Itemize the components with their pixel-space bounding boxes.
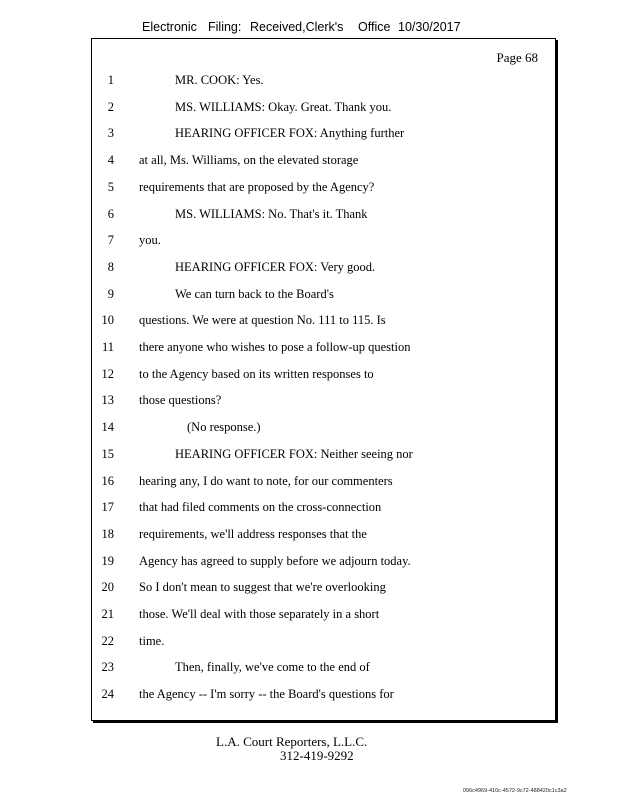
line-number: 21: [101, 607, 114, 621]
stamp-received: Received,Clerk's: [250, 20, 344, 34]
line-number: 2: [107, 99, 114, 114]
line-number: 8: [107, 259, 114, 274]
line-text: at all, Ms. Williams, on the elevated storage: [139, 153, 359, 168]
line-text: MR. COOK: Yes.: [175, 73, 264, 87]
line-text: Agency has agreed to supply before we adjourn today.: [139, 553, 411, 568]
line-text: Then, finally, we've come to the end of: [175, 660, 370, 675]
line-text: So I don't mean to suggest that we're overlooking: [139, 580, 386, 595]
line-number: 3: [107, 126, 114, 141]
line-number: 12: [101, 366, 114, 381]
stamp-electronic: Electronic: [142, 20, 197, 34]
line-number: 11: [101, 340, 114, 354]
line-number: 14: [101, 420, 114, 435]
stamp-office: Office: [358, 20, 391, 34]
line-number: 16: [101, 473, 114, 488]
line-text: HEARING OFFICER FOX: Anything further: [175, 126, 405, 141]
line-text: the Agency -- I'm sorry -- the Board's questions for: [139, 687, 394, 702]
line-number: 18: [101, 526, 114, 541]
line-number: 24: [101, 687, 114, 702]
line-number: 10: [101, 313, 114, 328]
line-number: 15: [101, 446, 114, 461]
line-text: MS. WILLIAMS: No. That's it. Thank: [175, 206, 368, 221]
line-text: requirements, we'll address responses that the: [139, 526, 367, 541]
stamp-filing: Filing:: [208, 20, 242, 34]
line-number: 1: [107, 73, 114, 87]
line-text: you.: [139, 233, 161, 248]
line-text: hearing any, I do want to note, for our commenters: [139, 473, 393, 488]
line-text: that had filed comments on the cross-connection: [139, 500, 382, 515]
reporter-company: L.A. Court Reporters, L.L.C.: [216, 734, 368, 749]
line-text: there anyone who wishes to pose a follow-up question: [139, 340, 411, 354]
line-number: 19: [101, 553, 114, 568]
line-number: 23: [101, 660, 114, 675]
line-number: 7: [107, 233, 114, 248]
document-id: 096c4969-410c-4572-9c72-488420c1c3a2: [463, 788, 567, 794]
line-number: 13: [101, 393, 114, 408]
line-number: 17: [101, 500, 114, 515]
line-text: requirements that are proposed by the Agency?: [139, 179, 375, 194]
line-text: questions. We were at question No. 111 to 115. Is: [139, 313, 386, 328]
line-text: HEARING OFFICER FOX: Very good.: [175, 259, 376, 274]
line-number: 5: [107, 179, 114, 194]
page-number: Page 68: [496, 50, 538, 65]
line-number: 20: [101, 580, 114, 595]
line-number: 4: [107, 153, 114, 168]
line-number: 9: [107, 286, 114, 301]
reporter-phone: 312-419-9292: [280, 748, 354, 763]
line-text: time.: [139, 633, 165, 648]
line-text: those. We'll deal with those separately in a short: [139, 607, 380, 621]
line-text: (No response.): [187, 420, 261, 435]
stamp-date: 10/30/2017: [398, 20, 461, 34]
line-number: 22: [101, 633, 114, 648]
line-text: HEARING OFFICER FOX: Neither seeing nor: [175, 446, 413, 461]
line-text: We can turn back to the Board's: [175, 286, 334, 301]
line-text: to the Agency based on its written responses to: [139, 366, 374, 381]
line-number: 6: [107, 206, 114, 221]
line-text: those questions?: [139, 393, 222, 408]
line-text: MS. WILLIAMS: Okay. Great. Thank you.: [175, 99, 392, 114]
